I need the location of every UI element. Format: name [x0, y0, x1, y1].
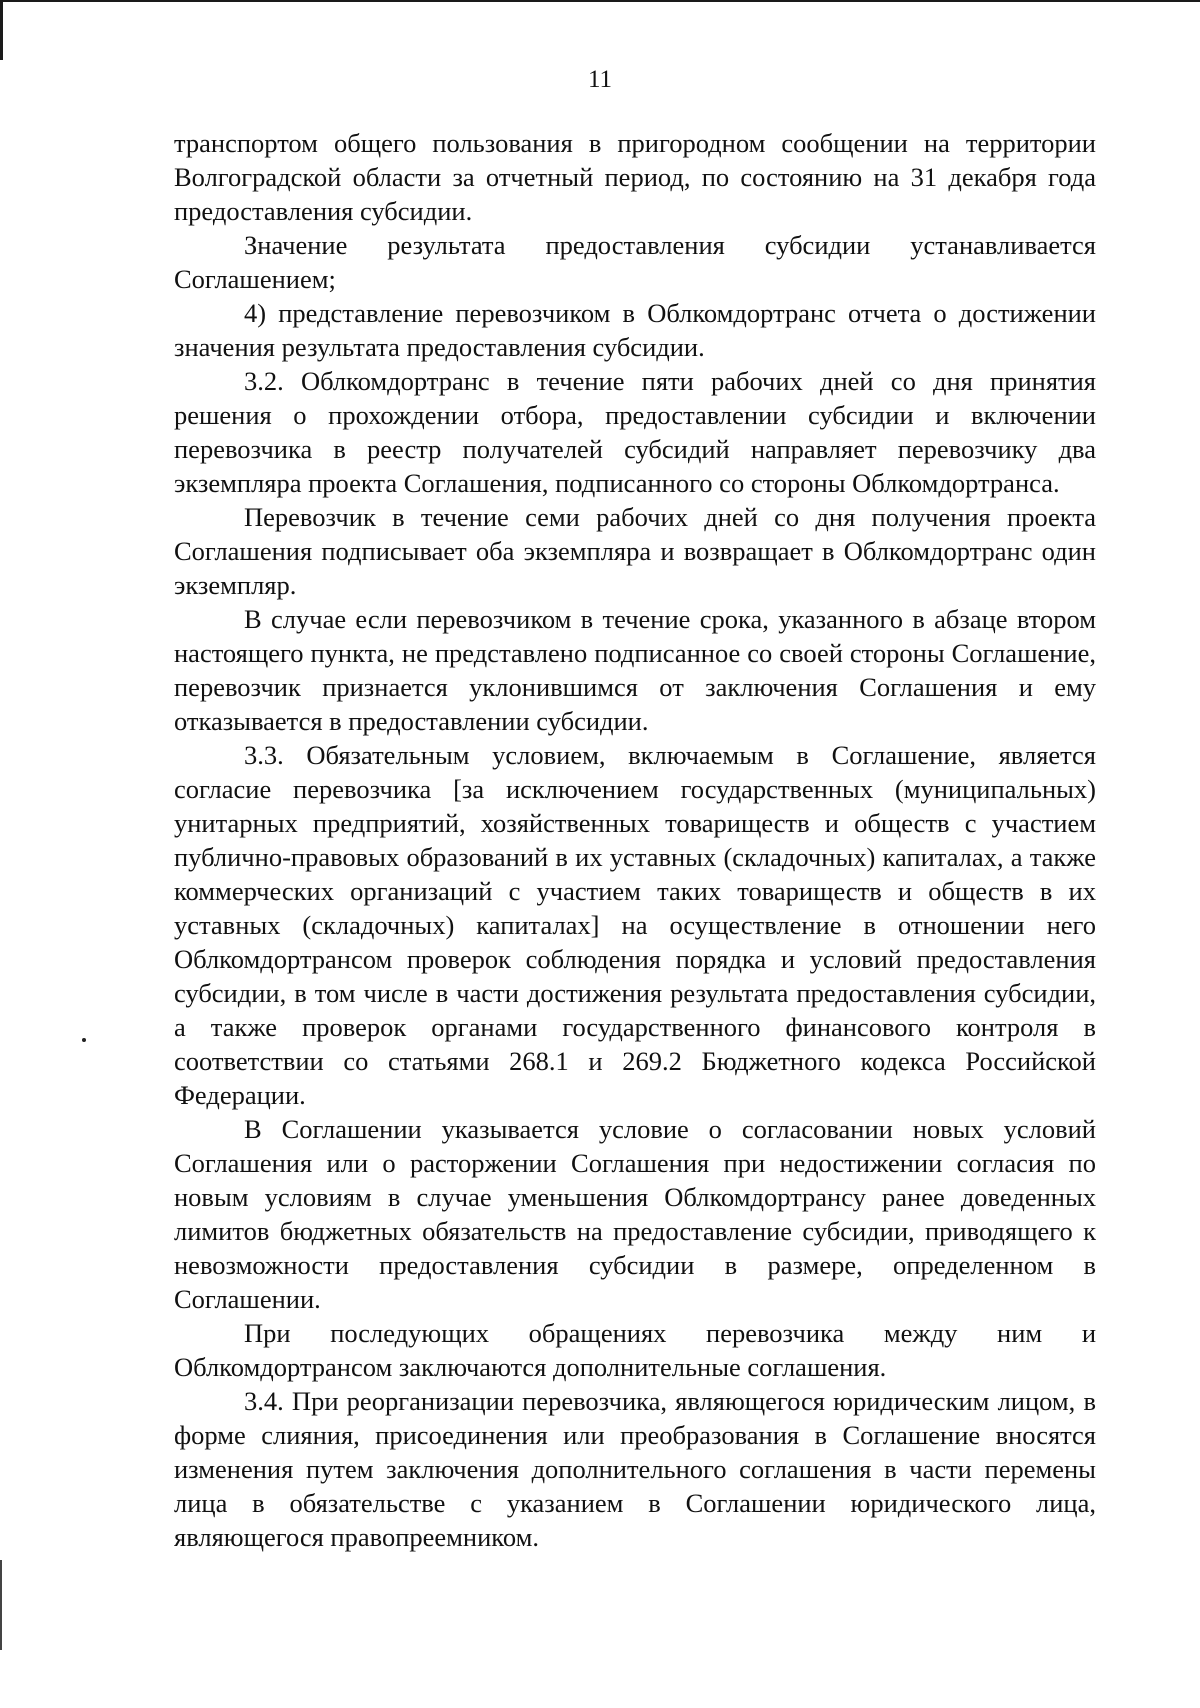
paragraph-continuation: транспортом общего пользования в пригородном сообщении на территории Волгоградской области за отчетный период, по состоянию на 31 декабря года предоставления субсидии. [174, 128, 1096, 226]
paragraph-item-4: 4) представление перевозчиком в Облкомдортранс отчета о достижении значения результата предоставления субсидии. [174, 298, 1096, 362]
page-number: 11 [587, 66, 613, 93]
scan-speck [82, 1038, 86, 1042]
scan-edge-left-bottom [0, 1560, 2, 1650]
paragraph-additional-agreements: При последующих обращениях перевозчика между ним и Облкомдортрансом заключаются дополнительные соглашения. [174, 1318, 1096, 1382]
paragraph-result-value: Значение результата предоставления субсидии устанавливается Соглашением; [174, 230, 1096, 294]
scan-edge-left [0, 0, 3, 60]
paragraph-section-3-3: 3.3. Обязательным условием, включаемым в Соглашение, является согласие перевозчика [за исключением государственных (муниципальных) унитарных предприятий, хозяйственных товариществ и обществ с участием публично-правовых образований в их уставных (складочных) капиталах, а также коммерческих организаций с участием таких товариществ и обществ в их уставных (складочных) капиталах] на осуществление в отношении него Облкомдортрансом проверок соблюдения порядка и условий предоставления субсидии, в том числе в части достижения результата предоставления субсидии, а также проверок органами государственного финансового контроля в соответствии со статьями 268.1 и 269.2 Бюджетного кодекса Российской Федерации. [174, 740, 1096, 1110]
scan-edge-top [0, 0, 1200, 2]
paragraph-section-3-4: 3.4. При реорганизации перевозчика, являющегося юридическим лицом, в форме слияния, присоединения или преобразования в Соглашение вносятся изменения путем заключения дополнительного соглашения в части перемены лица в обязательстве с указанием в Соглашении юридического лица, являющегося правопреемником. [174, 1386, 1096, 1552]
paragraph-agreement-conditions: В Соглашении указывается условие о согласовании новых условий Соглашения или о расторжении Соглашения при недостижении согласия по новым условиям в случае уменьшения Облкомдортрансу ранее доведенных лимитов бюджетных обязательств на предоставление субсидии, приводящего к невозможности предоставления субсидии в размере, определенном в Соглашении. [174, 1114, 1096, 1314]
document-body [174, 126, 1096, 1554]
paragraph-refusal: В случае если перевозчиком в течение срока, указанного в абзаце втором настоящего пункта, не представлено подписанное со своей стороны Соглашение, перевозчик признается уклонившимся от заключения Соглашения и ему отказывается в предоставлении субсидии. [174, 604, 1096, 736]
paragraph-carrier-signing: Перевозчик в течение семи рабочих дней со дня получения проекта Соглашения подписывает оба экземпляра и возвращает в Облкомдортранс один экземпляр. [174, 502, 1096, 600]
paragraph-section-3-2: 3.2. Облкомдортранс в течение пяти рабочих дней со дня принятия решения о прохождении отбора, предоставлении субсидии и включении перевозчика в реестр получателей субсидий направляет перевозчику два экземпляра проекта Соглашения, подписанного со стороны Облкомдортранса. [174, 366, 1096, 498]
